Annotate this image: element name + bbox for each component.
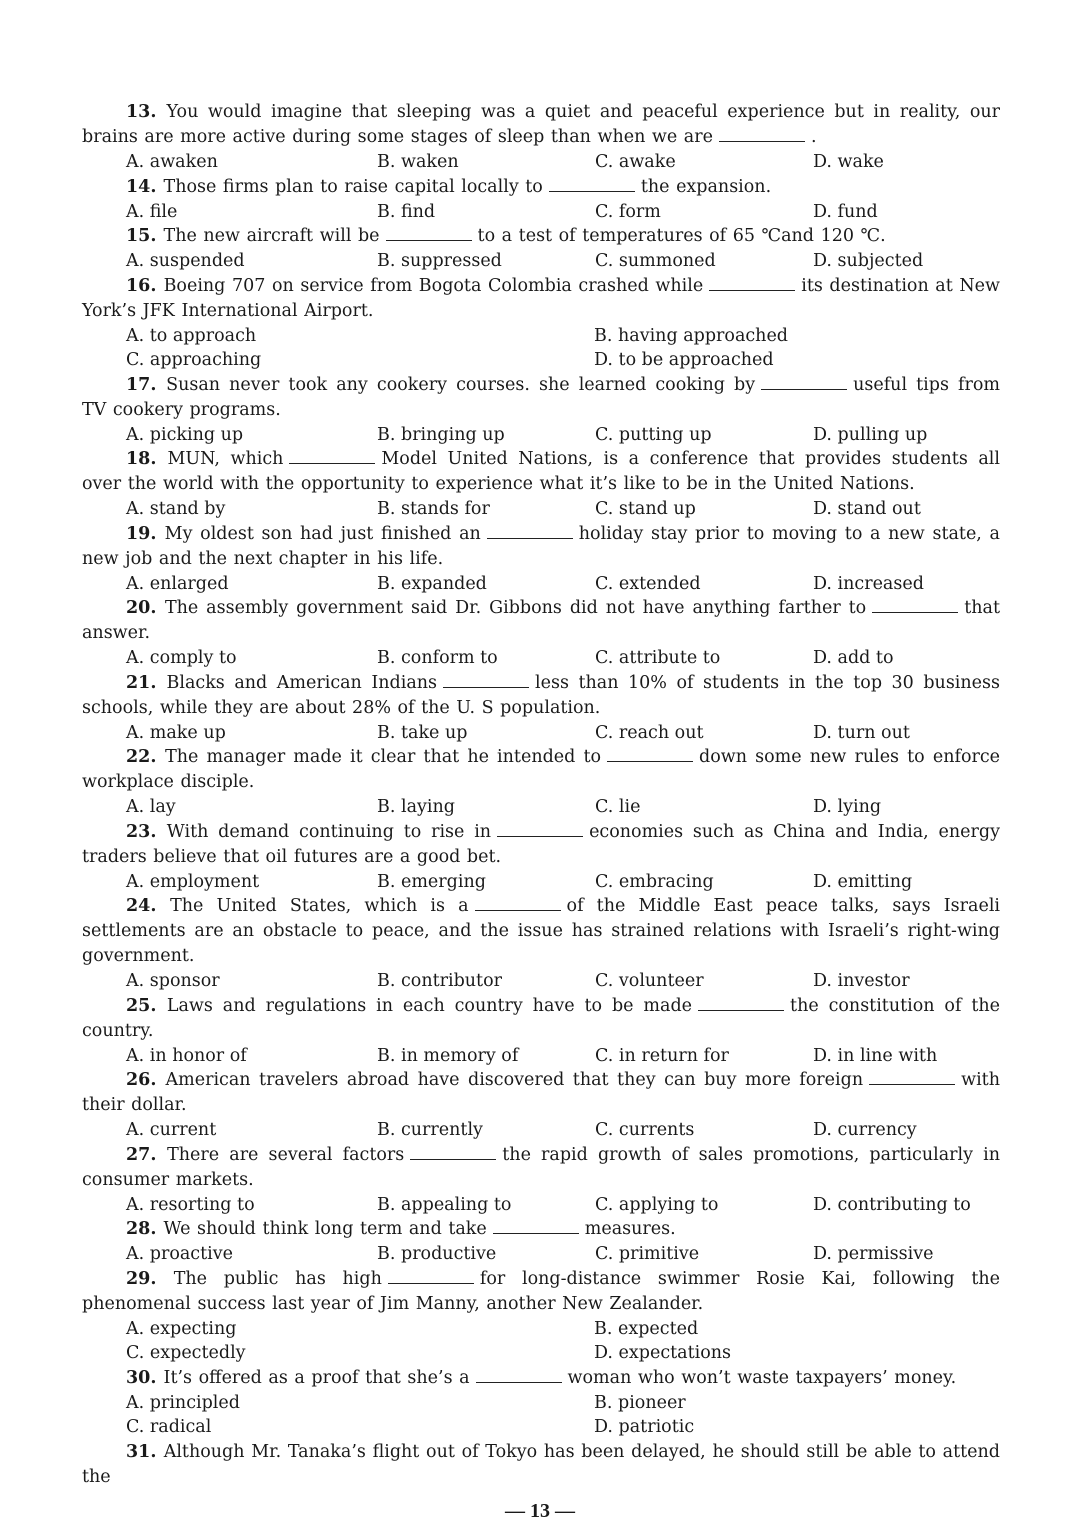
option-a: A. expecting	[126, 1318, 237, 1339]
option-a: A. stand by	[126, 499, 226, 519]
option-c: C. attribute to	[595, 648, 721, 668]
option-d: D. stand out	[813, 499, 921, 519]
answer-blank	[872, 597, 958, 613]
options-grid	[126, 1242, 1000, 1267]
question-18	[82, 447, 1000, 522]
option-b: B. expected	[594, 1318, 699, 1339]
question-stem: 18. MUN, which Model United Nations, is a conference that provides students all over the world with the opportunity to experience what it’s like to be in the United Nations.	[82, 449, 1000, 494]
question-stem: 28. We should think long term and take measures.	[126, 1219, 676, 1239]
stem-text-before-blank: You would imagine that sleeping was a quiet and peaceful experience but in reality, our brains are more active during some stages of sleep than when we are	[82, 102, 1000, 147]
option-a: A. suspended	[126, 251, 245, 271]
stem-text-after-blank: measures.	[584, 1219, 676, 1239]
stem-text-before-blank: The manager made it clear that he intended to	[165, 747, 602, 767]
question-stem: 25. Laws and regulations in each country have to be made the constitution of the country.	[82, 995, 1000, 1041]
question-stem: 16. Boeing 707 on service from Bogota Colombia crashed while its destination at New York’s JFK International Airport.	[82, 275, 1000, 321]
option-b: B. emerging	[377, 871, 486, 892]
question-number: 27	[126, 1144, 151, 1165]
question-number: 17	[126, 374, 151, 395]
option-a: A. in honor of	[126, 1045, 247, 1066]
options-grid	[126, 795, 1000, 820]
answer-blank	[709, 275, 795, 291]
option-b: B. appealing to	[377, 1194, 512, 1215]
stem-text-after-blank: down some new rules to enforce workplace disciple.	[82, 747, 1001, 792]
stem-text-after-blank: the rapid growth of sales promotions, particularly in consumer markets.	[82, 1144, 1001, 1190]
option-a: A. current	[126, 1120, 217, 1140]
stem-text-after-blank: the constitution of the country.	[82, 995, 1000, 1041]
option-b: B. expanded	[377, 573, 487, 594]
question-28	[82, 1217, 1000, 1267]
answer-blank	[443, 672, 529, 688]
option-b: B. having approached	[594, 325, 789, 346]
question-number: 30	[126, 1367, 151, 1388]
option-c: C. expectedly	[126, 1343, 246, 1363]
options-grid	[126, 969, 1000, 994]
option-d: D. permissive	[813, 1244, 934, 1264]
question-number: 26	[126, 1070, 151, 1090]
option-b: B. currently	[377, 1120, 483, 1140]
option-d: D. contributing to	[813, 1194, 971, 1215]
option-d: D. currency	[813, 1120, 917, 1140]
stem-text-before-blank: The public has high	[173, 1268, 382, 1289]
stem-text-before-blank: Those firms plan to raise capital locally to	[163, 176, 543, 197]
question-22	[82, 745, 1000, 820]
stem-text-after-blank: that answer.	[82, 598, 1000, 643]
option-d: D. fund	[813, 201, 878, 222]
question-15	[82, 224, 1000, 274]
question-number: 21	[126, 672, 151, 693]
stem-text-before-blank: It’s offered as a proof that she’s a	[163, 1367, 470, 1388]
stem-text-after-blank: Model United Nations, is a conference that provides students all over the world with the opportunity to experience what it’s like to be in the United Nations.	[82, 449, 1000, 494]
question-number: 22	[126, 747, 151, 767]
option-d: D. patriotic	[594, 1417, 695, 1437]
answer-blank	[289, 448, 375, 464]
stem-text-before-blank: Blacks and American Indians	[166, 672, 438, 693]
question-25	[82, 994, 1000, 1069]
option-a: A. sponsor	[126, 971, 220, 991]
option-d: D. expectations	[594, 1343, 732, 1363]
option-d: D. in line with	[813, 1045, 938, 1066]
answer-blank	[476, 1367, 562, 1383]
option-a: A. awaken	[126, 152, 218, 172]
option-a: A. resorting to	[126, 1194, 255, 1215]
question-number: 19	[126, 523, 151, 544]
question-list	[82, 100, 1000, 1490]
question-number: 29	[126, 1268, 151, 1289]
options-grid	[126, 200, 1000, 225]
option-a: A. principled	[126, 1392, 240, 1413]
question-number: 15	[126, 226, 151, 246]
stem-text-after-blank: the expansion.	[640, 176, 772, 197]
question-20	[82, 596, 1000, 671]
option-d: D. subjected	[813, 251, 924, 271]
options-grid	[126, 423, 1000, 448]
answer-blank	[497, 821, 583, 837]
stem-text-before-blank: Although Mr. Tanaka’s flight out of Tokyo has been delayed, he should still be able to attend the	[82, 1441, 1000, 1487]
option-c: C. embracing	[595, 871, 714, 892]
option-d: D. to be approached	[594, 350, 774, 370]
question-number: 25	[126, 995, 151, 1016]
option-b: B. contributor	[377, 971, 502, 991]
option-d: D. pulling up	[813, 424, 928, 445]
answer-blank	[719, 126, 805, 142]
stem-text-before-blank: We should think long term and take	[163, 1219, 487, 1239]
stem-text-after-blank: for long-distance swimmer Rosie Kai, following the phenomenal success last year of Jim Manny, another New Zealander.	[82, 1268, 1001, 1314]
option-c: C. lie	[595, 797, 641, 817]
stem-text-after-blank: less than 10% of students in the top 30 business schools, while they are about 28% of the U. S population.	[82, 672, 1000, 718]
stem-text-before-blank: With demand continuing to rise in	[166, 821, 492, 842]
stem-text-before-blank: My oldest son had just finished an	[164, 523, 481, 544]
option-b: B. suppressed	[377, 251, 502, 271]
option-d: D. wake	[813, 152, 884, 172]
stem-text-after-blank: economies such as China and India, energy traders believe that oil futures are a good bet.	[82, 821, 1000, 867]
option-c: C. volunteer	[595, 971, 704, 991]
stem-text-before-blank: Boeing 707 on service from Bogota Colombia crashed while	[163, 275, 704, 296]
question-19	[82, 522, 1000, 597]
question-stem: 13. You would imagine that sleeping was a quiet and peaceful experience but in reality, our brains are more active during some stages of sleep than when we are .	[82, 102, 1000, 147]
answer-blank	[386, 225, 472, 241]
option-c: C. form	[595, 201, 661, 222]
answer-blank	[869, 1069, 955, 1085]
question-number: 13	[126, 102, 151, 122]
answer-blank	[475, 895, 561, 911]
option-c: C. primitive	[595, 1244, 700, 1264]
stem-text-before-blank: The United States, which is a	[170, 896, 469, 916]
option-b: B. productive	[377, 1244, 497, 1264]
answer-blank	[493, 1218, 579, 1234]
option-d: D. lying	[813, 797, 882, 817]
option-c: C. stand up	[595, 499, 696, 519]
question-number: 28	[126, 1219, 151, 1239]
options-grid	[126, 646, 1000, 671]
question-stem: 15. The new aircraft will be to a test of temperatures of 65 ℃and 120 ℃.	[126, 226, 886, 246]
option-c: C. applying to	[595, 1194, 719, 1215]
stem-text-after-blank: its destination at New York’s JFK International Airport.	[82, 275, 1000, 321]
question-number: 23	[126, 821, 151, 842]
stem-text-after-blank: to a test of temperatures of 65 ℃and 120 ℃.	[477, 226, 886, 246]
option-c: C. radical	[126, 1417, 212, 1437]
option-d: D. turn out	[813, 722, 910, 743]
option-a: A. file	[126, 201, 178, 222]
option-a: A. enlarged	[126, 573, 229, 594]
answer-blank	[761, 374, 847, 390]
option-b: B. take up	[377, 722, 468, 743]
option-c: C. putting up	[595, 424, 712, 445]
option-b: B. in memory of	[377, 1045, 519, 1066]
question-number: 16	[126, 275, 151, 296]
options-grid	[126, 1317, 1000, 1366]
question-stem: 20. The assembly government said Dr. Gibbons did not have anything farther to that answer.	[82, 598, 1000, 643]
question-number: 20	[126, 598, 151, 618]
option-b: B. find	[377, 201, 436, 222]
option-c: C. reach out	[595, 722, 704, 743]
option-c: C. approaching	[126, 350, 262, 370]
option-a: A. proactive	[126, 1244, 233, 1264]
option-c: C. in return for	[595, 1045, 729, 1066]
question-stem: 29. The public has high for long-distance swimmer Rosie Kai, following the phenomenal success last year of Jim Manny, another New Zealander.	[82, 1268, 1001, 1314]
question-14	[82, 175, 1000, 225]
options-grid	[126, 870, 1000, 895]
stem-text-after-blank: holiday stay prior to moving to a new state, a new job and the next chapter in his life.	[82, 523, 1000, 569]
stem-text-before-blank: There are several factors	[167, 1144, 405, 1165]
answer-blank	[549, 176, 635, 192]
stem-text-after-blank: .	[810, 127, 817, 147]
question-number: 18	[126, 449, 151, 469]
question-stem: 19. My oldest son had just finished an holiday stay prior to moving to a new state, a new job and the next chapter in his life.	[82, 523, 1000, 569]
question-21	[82, 671, 1000, 746]
options-grid	[126, 1193, 1000, 1218]
question-stem: 30. It’s offered as a proof that she’s a woman who won’t waste taxpayers’ money.	[126, 1367, 957, 1388]
option-b: B. bringing up	[377, 424, 505, 445]
question-stem: 27. There are several factors the rapid growth of sales promotions, particularly in consumer markets.	[82, 1144, 1001, 1190]
option-c: C. awake	[595, 152, 676, 172]
question-13	[82, 100, 1000, 175]
question-number: 24	[126, 896, 151, 916]
answer-blank	[410, 1144, 496, 1160]
question-stem: 22. The manager made it clear that he intended to down some new rules to enforce workplace disciple.	[82, 747, 1001, 792]
stem-text-before-blank: The assembly government said Dr. Gibbons did not have anything farther to	[164, 598, 867, 618]
question-31	[82, 1440, 1000, 1490]
question-26	[82, 1068, 1000, 1143]
question-stem: 21. Blacks and American Indians less than 10% of students in the top 30 business schools, while they are about 28% of the U. S population.	[82, 672, 1000, 718]
question-number: 14	[126, 176, 151, 197]
options-grid	[126, 1118, 1000, 1143]
question-17	[82, 373, 1000, 448]
option-a: A. comply to	[126, 648, 237, 668]
question-stem: 23. With demand continuing to rise in economies such as China and India, energy traders believe that oil futures are a good bet.	[82, 821, 1000, 867]
option-b: B. laying	[377, 797, 455, 817]
question-stem: 26. American travelers abroad have discovered that they can buy more foreign with their dollar.	[82, 1070, 1000, 1115]
answer-blank	[698, 995, 784, 1011]
option-a: A. make up	[126, 722, 226, 743]
question-16	[82, 274, 1000, 373]
option-a: A. lay	[126, 797, 176, 817]
option-d: D. investor	[813, 971, 910, 991]
stem-text-before-blank: The new aircraft will be	[163, 226, 380, 246]
option-c: C. summoned	[595, 251, 716, 271]
question-stem: 17. Susan never took any cookery courses. she learned cooking by useful tips from TV cookery programs.	[82, 374, 1001, 420]
option-b: B. stands for	[377, 499, 490, 519]
answer-blank	[487, 523, 573, 539]
options-grid	[126, 1044, 1000, 1069]
question-27	[82, 1143, 1000, 1218]
options-grid	[126, 1391, 1000, 1440]
option-b: B. pioneer	[594, 1392, 686, 1413]
question-stem: 14. Those firms plan to raise capital locally to the expansion.	[126, 176, 772, 197]
stem-text-after-blank: useful tips from TV cookery programs.	[82, 374, 1001, 420]
question-stem: 24. The United States, which is a of the Middle East peace talks, says Israeli settlements are an obstacle to peace, and the issue has strained relations with Israeli’s right-wing government.	[82, 896, 1001, 966]
answer-blank	[607, 746, 693, 762]
stem-text-before-blank: American travelers abroad have discovered that they can buy more foreign	[165, 1070, 864, 1090]
question-29	[82, 1267, 1000, 1366]
question-stem: 31. Although Mr. Tanaka’s flight out of Tokyo has been delayed, he should still be able to attend the	[82, 1441, 1000, 1487]
option-a: A. to approach	[126, 325, 257, 346]
stem-text-before-blank: MUN, which	[167, 449, 284, 469]
option-b: B. waken	[377, 152, 459, 172]
option-c: C. extended	[595, 573, 701, 594]
stem-text-after-blank: of the Middle East peace talks, says Israeli settlements are an obstacle to peace, and the issue has strained relations with Israeli’s right-wing government.	[82, 896, 1001, 966]
option-c: C. currents	[595, 1120, 695, 1140]
option-d: D. add to	[813, 648, 894, 668]
options-grid	[126, 572, 1000, 597]
stem-text-before-blank: Laws and regulations in each country have to be made	[166, 995, 693, 1016]
options-grid	[126, 497, 1000, 522]
question-23	[82, 820, 1000, 895]
option-d: D. emitting	[813, 871, 913, 892]
stem-text-after-blank: woman who won’t waste taxpayers’ money.	[567, 1367, 957, 1388]
options-grid	[126, 249, 1000, 274]
option-b: B. conform to	[377, 648, 498, 668]
options-grid	[126, 324, 1000, 373]
options-grid	[126, 721, 1000, 746]
stem-text-after-blank: with their dollar.	[82, 1070, 1000, 1115]
answer-blank	[388, 1268, 474, 1284]
question-30	[82, 1366, 1000, 1440]
option-a: A. picking up	[126, 424, 244, 445]
option-a: A. employment	[126, 871, 260, 892]
question-number: 31	[126, 1441, 151, 1462]
options-grid	[126, 150, 1000, 175]
stem-text-before-blank: Susan never took any cookery courses. she learned cooking by	[166, 374, 756, 395]
page-number: — 13 —	[505, 1500, 575, 1522]
question-24	[82, 894, 1000, 994]
option-d: D. increased	[813, 573, 924, 594]
